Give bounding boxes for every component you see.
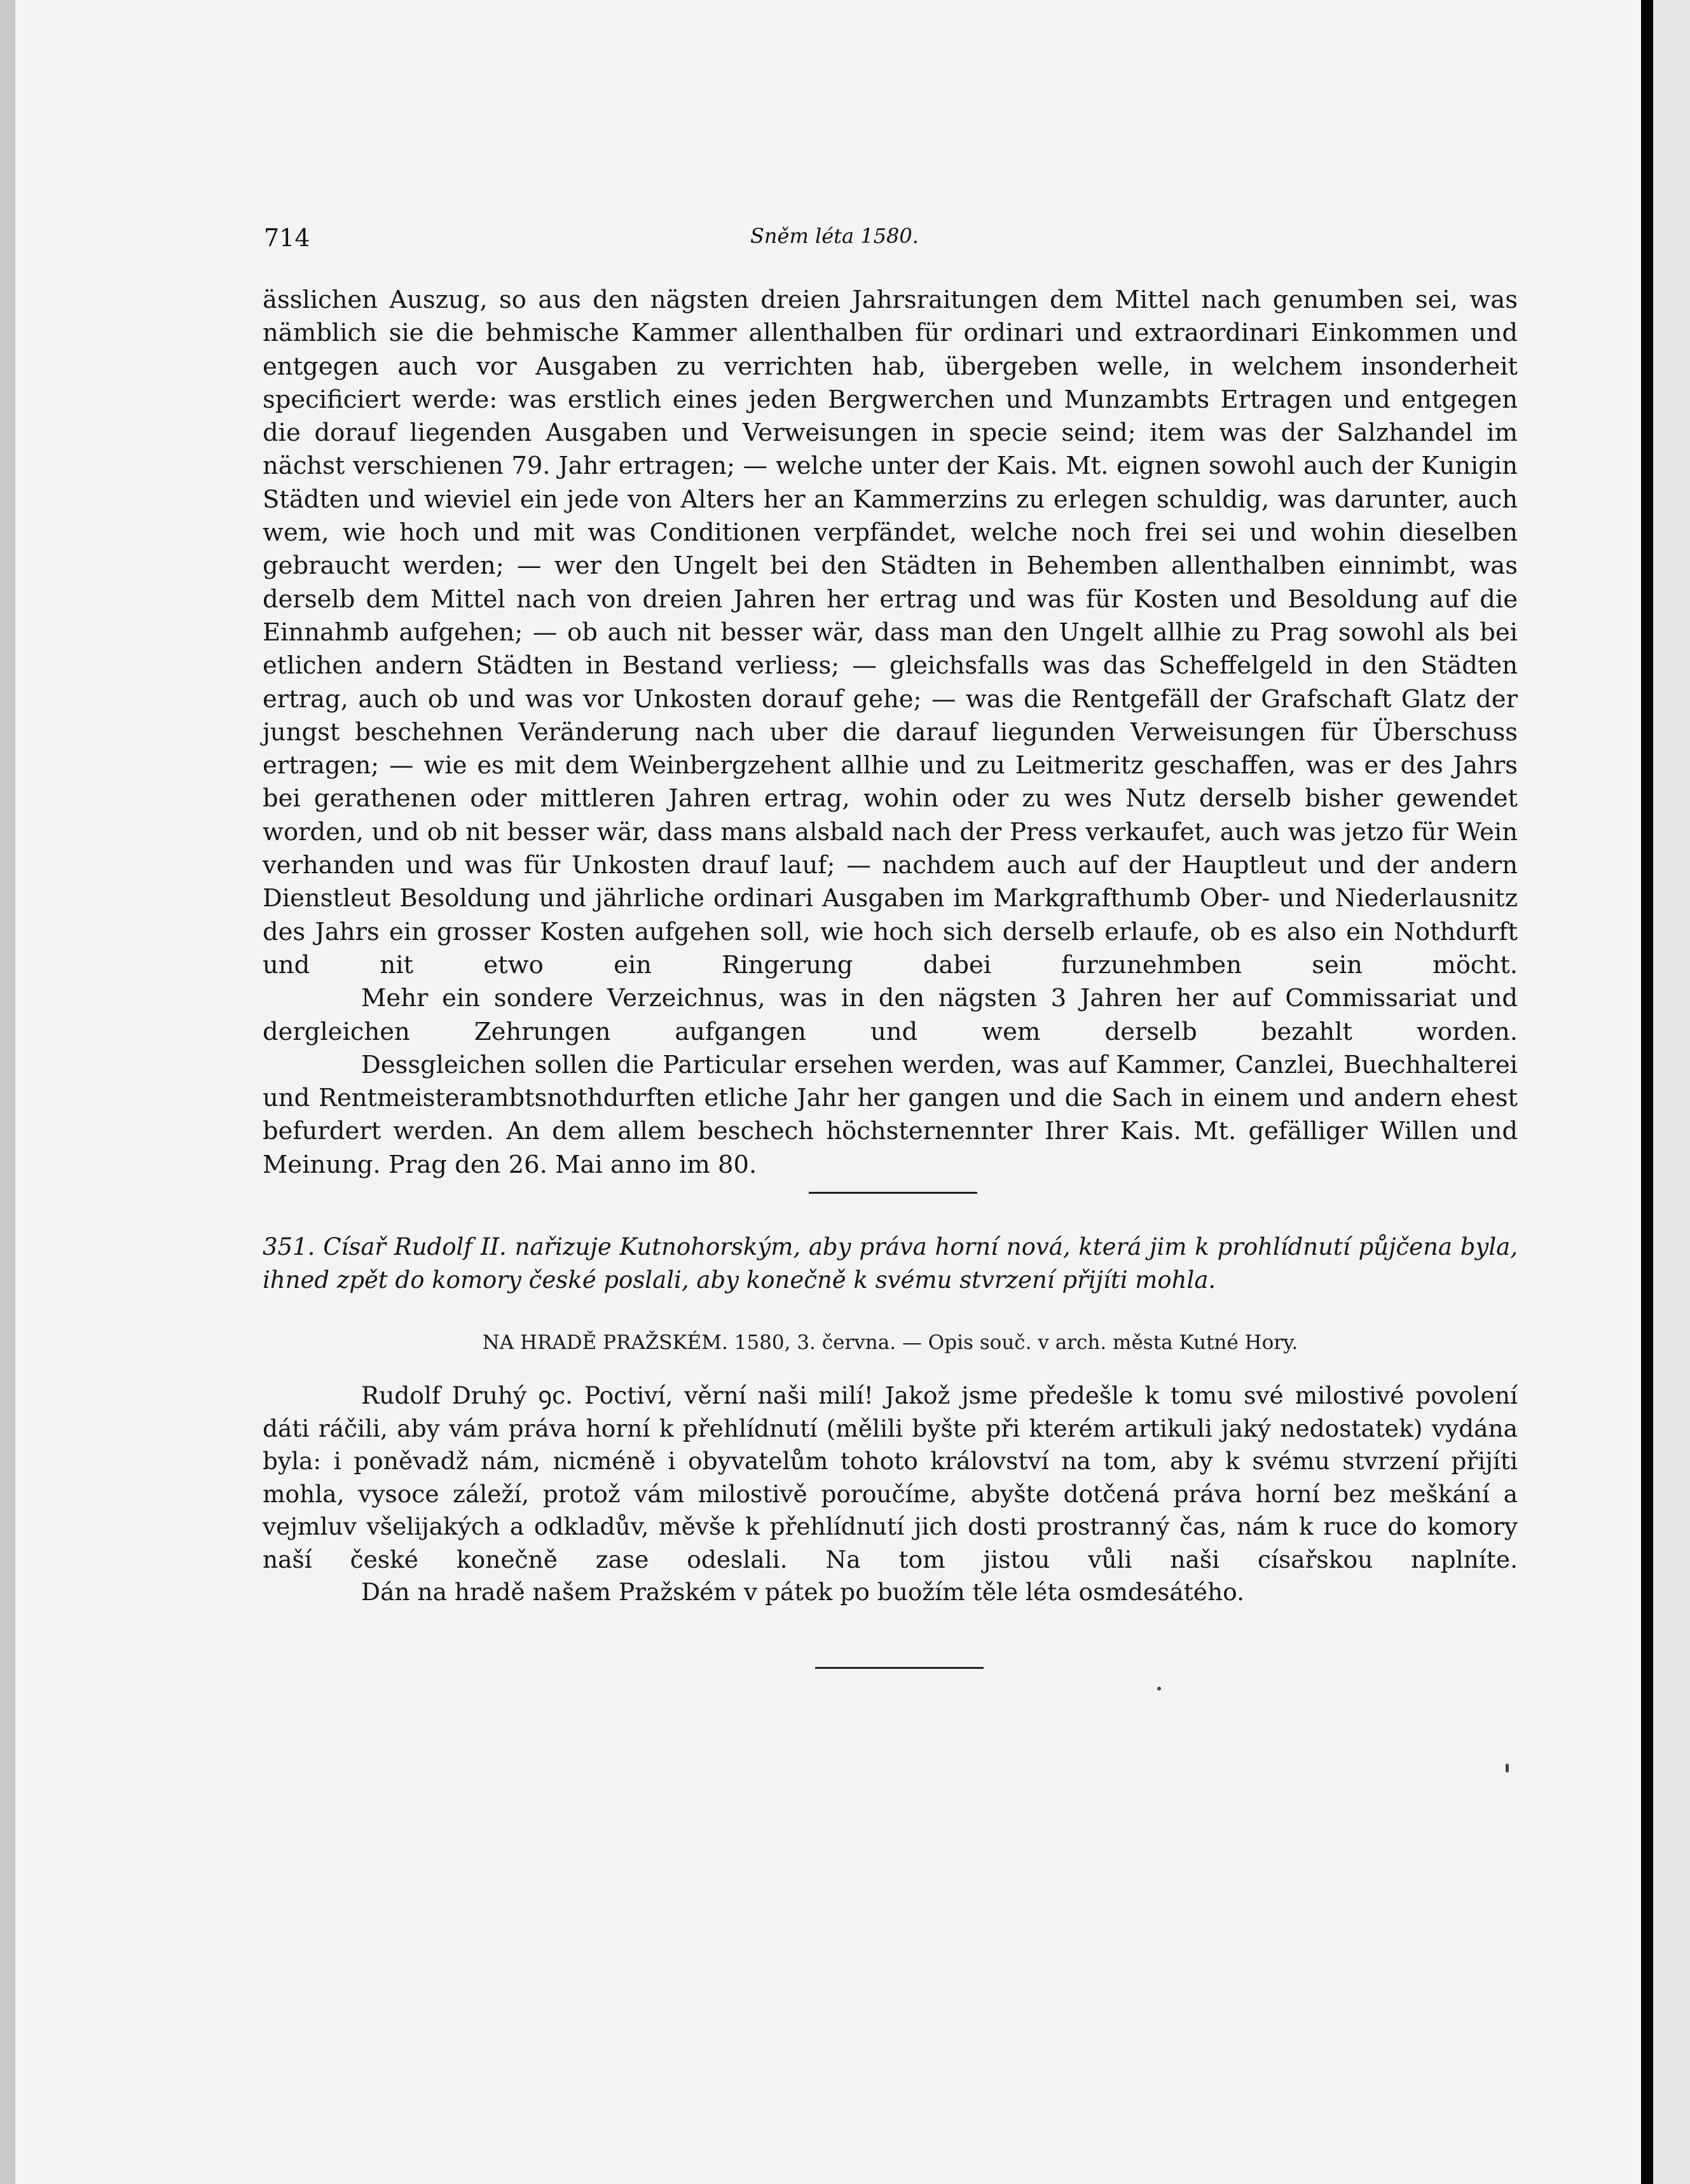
german-body-text — [263, 284, 1518, 1182]
scan-speck — [1506, 1764, 1509, 1773]
page-number: 714 — [264, 224, 310, 252]
end-divider — [815, 1667, 984, 1669]
letter-paragraph-2: Dán na hradě našem Pražském v pátek po buožím těle léta osmdesátého. — [361, 1578, 1244, 1606]
body-paragraph-1: ässlichen Auszug, so aus den nägsten dreien Jahrsraitungen dem Mittel nach genumben sei, was nämblich sie die behmische Kammer allenthalben für ordinari und extraordinari Einkommen und entgegen auch vor Ausgaben zu verrichten hab, übergeben welle, in welchem insonderheit specificiert werde: was erstlich eines jeden Bergwerchen und Munzambts Ertragen und entgegen die dorauf liegenden Ausgaben und Verweisungen in specie seind; item was der Salzhandel im nächst verschienen 79. Jahr ertragen; — welche unter der Kais. Mt. eignen sowohl auch der Kunigin Städten und wieviel ein jede von Alters her an Kammerzins zu erlegen schuldig, was darunter, auch wem, wie hoch und mit was Conditionen verpfändet, welche noch frei sei und wohin dieselben gebraucht werden; — wer den Ungelt bei den Städten in Behemben allenthalben einnimbt, was derselb dem Mittel nach von dreien Jahren her ertrag und was für Kosten und Besoldung auf die Einnahmb aufgehen; — ob auch nit besser wär, dass man den Ungelt allhie zu Prag sowohl als bei etlichen andern Städten in Bestand verliess; — gleichsfalls was das Scheffelgeld in den Städten ertrag, auch ob und was vor Unkosten dorauf gehe; — was die Rentgefäll der Grafschaft Glatz der jungst beschehnen Veränderung nach uber die darauf liegunden Verweisungen für Überschuss ertragen; — wie es mit dem Weinbergzehent allhie und zu Leitmeritz geschaffen, was er des Jahrs bei gerathenen oder mittleren Jahren ertrag, wohin oder zu wes Nutz derselb bisher gewendet worden, und ob nit besser wär, dass mans alsbald nach der Press verkaufet, auch was jetzo für Wein verhanden und was für Unkosten drauf lauf; — nachdem auch auf der Hauptleut und der andern Dienstleut Besoldung und jährliche ordinari Ausgaben im Markgrafthumb Ober- und Niederlausnitz des Jahrs ein grosser Kosten aufgehen soll, wie hoch sich derselb erlaufe, ob es also ein Nothdurft und nit etwo ein Ringerung dabei furzunehmben sein möcht. — [263, 286, 1518, 979]
document-heading-text: Císař Rudolf II. nařizuje Kutnohorským, aby práva horní nová, která jim k prohlídnutí půjčena byla, ihned zpět do komory české poslali, aby konečně k svému stvrzení přijíti mohla. — [263, 1233, 1518, 1294]
scan-speck — [1157, 1687, 1161, 1690]
document-place-date: NA HRADĚ PRAŽSKÉM. 1580, 3. června. — Opis souč. v arch. města Kutné Hory. — [482, 1331, 1298, 1354]
body-paragraph-2: Mehr ein sondere Verzeichnus, was in den nägsten 3 Jahren her auf Commissariat und dergleichen Zehrungen aufgangen und wem derselb bezahlt worden. — [263, 984, 1518, 1046]
document-heading — [263, 1231, 1518, 1297]
section-divider — [809, 1192, 977, 1194]
czech-letter-text — [263, 1379, 1518, 1609]
scan-edge-left — [0, 0, 15, 2184]
letter-paragraph-1: Rudolf Druhý ꝯc. Poctiví, věrní naši milí! Jakož jsme předešle k tomu své milostivé povolení dáti ráčili, aby vám práva horní k přehlídnutí (mělili byšte při kterém artikuli jaký nedostatek) vydána byla: i poněvadž nám, nicméně i obyvatelům tohoto království na tom, aby k svému stvrzení přijíti mohla, vysoce záleží, protož vám milostivě poroučíme, abyšte dotčená práva horní bez meškání a vejmluv všelijakých a odkladův, měvše k přehlídnutí jich dosti prostranný čas, nám k ruce do komory naší české konečně zase odeslali. Na tom jistou vůli naši císařskou naplníte. — [263, 1381, 1518, 1573]
running-title: Sněm léta 1580. — [750, 224, 919, 248]
scan-edge-right — [1653, 0, 1690, 2184]
body-paragraph-3: Dessgleichen sollen die Particular ersehen werden, was auf Kammer, Canzlei, Buechhalterei und Rentmeisterambtsnothdurften etliche Jahr her gangen und die Sach in einem und andern ehest befurdert werden. An dem allem beschech höchsternennter Ihrer Kais. Mt. gefälliger Willen und Meinung. Prag den 26. Mai anno im 80. — [263, 1050, 1518, 1179]
document-number: 351. — [263, 1233, 315, 1261]
